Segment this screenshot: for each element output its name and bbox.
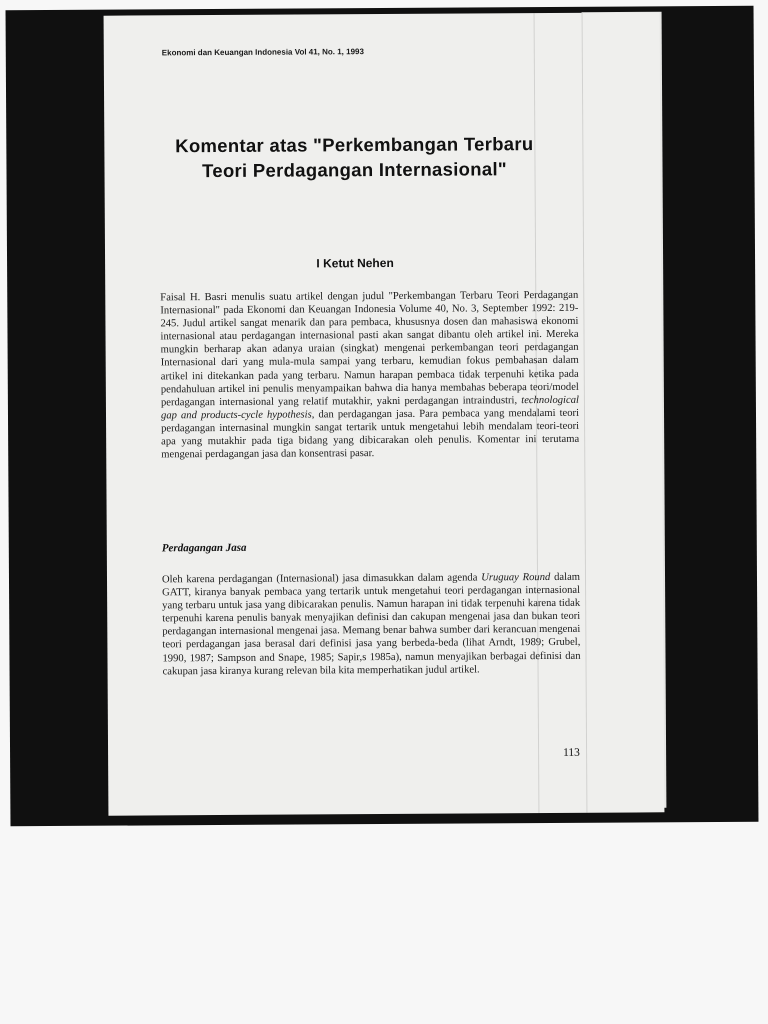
fold-line <box>582 13 588 813</box>
paragraph-text: , dan perdagangan jasa. Para pembaca yang mendalami teori perdagangan internasinal mungkin sangat tertarik untuk mengetahui lebih mendalam teori-teori apa yang mutakhir pada tiga bidang yang dibicarakan oleh penulis. Komentar ini terutama mengenai perdagangan jasa dan konsentrasi pasar. <box>161 407 580 461</box>
document-page <box>104 12 665 815</box>
body-paragraph <box>162 571 581 678</box>
body-paragraph <box>160 289 579 462</box>
section-heading: Perdagangan Jasa <box>161 541 247 555</box>
article-title: Komentar atas "Perkembangan Terbaru Teori Perdagangan Internasional" <box>175 133 534 182</box>
paragraph-text: dalam GATT, kiranya banyak pembaca yang tertarik untuk mengetahui teori perdagangan internasional yang terbaru untuk jasa yang dibicarakan penulis. Namun harapan ini tidak terpenuhi karena tidak terpenuhi karena penulis banyak menyajikan definisi dan cakupan mengenai jasa dan bukan teori perdagangan internasional mengenai jasa. Memang benar bahwa sumber dari kerancuan mengenai teori perdagangan jasa berasal dari definisi jasa yang berbeda-beda (lihat Arndt, 1989; Grubel, 1990, 1987; Sampson and Snape, 1985; Sapir,s 1985a), namun menyajikan berbagai definisi dan cakupan jasa kiranya kurang relevan bila kita memperhatikan judul artikel. <box>162 571 581 678</box>
page-number: 113 <box>563 746 580 759</box>
article-author: I Ketut Nehen <box>316 255 394 271</box>
paragraph-text: Oleh karena perdagangan (Internasional) jasa dimasukkan dalam agenda <box>161 572 482 586</box>
journal-header: Ekonomi dan Keuangan Indonesia Vol 41, No. 1, 1993 <box>161 47 364 58</box>
paragraph-italic-text: Uruguay Round <box>481 571 551 584</box>
paragraph-text: Faisal H. Basri menulis suatu artikel dengan judul "Perkembangan Terbaru Teori Perdagangan Internasional" pada Ekonomi dan Keuangan Indonesia Volume 40, No. 3, September 1992: 219-245. Judul artikel sangat menarik dan para pembaca, khususnya dosen dan mahasiswa ekonomi internasional atau perdagangan internasional pasti akan sangat dibantu oleh artikel ini. Mereka mungkin berharap akan adanya uraian (singkat) mengenai perkembangan teori perdagangan Internasional dari yang mula-mula sampai yang terbaru, kemudian fokus pembahasan dalam artikel ini ditekankan pada yang terbaru. Namun harapan pembaca tidak terpenuhi ketika pada pendahuluan artikel ini penulis menyampaikan bahwa dia hanya membahas beberapa teori/model perdagangan internasional yang relatif mutakhir, yakni perdagangan intraindustri, <box>160 289 579 409</box>
paragraph-italic-text: technological gap and products-cycle hypothesis <box>160 394 579 422</box>
